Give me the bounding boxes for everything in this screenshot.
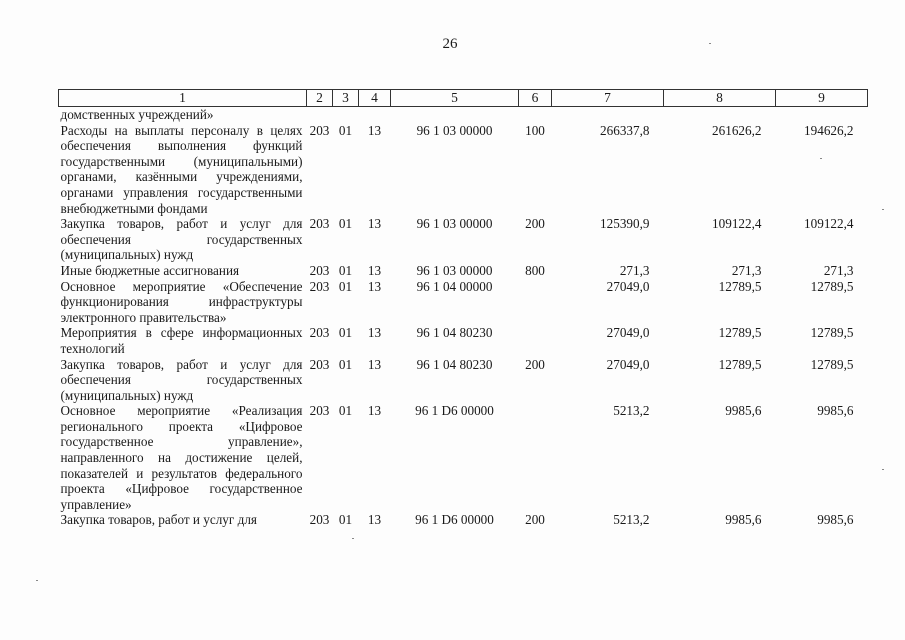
table-row xyxy=(59,357,868,404)
row-col9: 12789,5 xyxy=(810,325,854,341)
row-col2: 203 xyxy=(309,356,330,372)
row-col7 xyxy=(552,107,664,123)
row-col7: 266337,8 xyxy=(600,122,650,138)
row-col3: 01 xyxy=(338,122,353,138)
header-cell-9: 9 xyxy=(776,90,868,107)
row-col8: 109122,4 xyxy=(712,216,762,232)
row-col2: 203 xyxy=(309,278,330,294)
row-col5: 96 1 04 80230 xyxy=(416,325,493,341)
row-name: Закупка товаров, работ и услуг для обеспечения государственных (муниципальных) нужд xyxy=(60,356,303,403)
row-col2: 203 xyxy=(309,325,330,341)
row-name: Закупка товаров, работ и услуг для xyxy=(60,512,257,528)
row-col7: 5213,2 xyxy=(613,403,650,419)
row-col6: 200 xyxy=(525,356,545,372)
table-row xyxy=(59,325,868,356)
row-col2: 203 xyxy=(309,122,330,138)
row-col3 xyxy=(333,107,359,123)
row-col3: 01 xyxy=(338,356,353,372)
row-col9: 12789,5 xyxy=(810,356,854,372)
row-col3: 01 xyxy=(338,262,353,278)
row-col5: 96 1 04 00000 xyxy=(416,278,493,294)
row-col8: 271,3 xyxy=(731,262,762,278)
row-col8: 12789,5 xyxy=(718,278,762,294)
row-col6 xyxy=(519,403,552,512)
header-cell-6: 6 xyxy=(519,90,552,107)
row-col9: 12789,5 xyxy=(810,278,854,294)
table-header-row xyxy=(59,90,868,107)
row-col9: 9985,6 xyxy=(817,403,854,419)
row-col7: 271,3 xyxy=(619,262,650,278)
row-col5: 96 1 D6 00000 xyxy=(415,512,494,528)
row-col4: 13 xyxy=(367,122,382,138)
scan-speck xyxy=(882,209,884,210)
row-col6 xyxy=(519,325,552,356)
table-row xyxy=(59,107,868,123)
row-name: Иные бюджетные ассигнования xyxy=(60,262,240,278)
row-col5: 96 1 03 00000 xyxy=(416,262,493,278)
row-name: Расходы на выплаты персоналу в целях обеспечения выполнения функций государственными (муниципальными) органами, казёнными учреждениями, органами управления государственными внебюджетными фондами xyxy=(60,122,303,216)
row-name: Основное мероприятие «Обеспечение функционирования инфраструктуры электронного правительства» xyxy=(60,278,303,325)
table-row xyxy=(59,123,868,217)
row-col8 xyxy=(664,107,776,123)
header-cell-1: 1 xyxy=(59,90,307,107)
row-col4 xyxy=(359,107,391,123)
row-col5 xyxy=(391,107,519,123)
row-col9: 9985,6 xyxy=(817,512,854,528)
scan-speck xyxy=(709,43,711,44)
row-name: Мероприятия в сфере информационных технологий xyxy=(60,325,303,356)
row-col9: 109122,4 xyxy=(804,216,854,232)
table-row xyxy=(59,216,868,263)
row-col3: 01 xyxy=(338,512,353,528)
table-row xyxy=(59,512,868,528)
row-name: Основное мероприятие «Реализация регионального проекта «Цифровое государственное управление», направленного на достижение целей, показателей и результатов федерального проекта «Цифровое государственное управление» xyxy=(60,403,303,512)
header-cell-8: 8 xyxy=(664,90,776,107)
header-cell-3: 3 xyxy=(333,90,359,107)
header-cell-7: 7 xyxy=(552,90,664,107)
page-number: 26 xyxy=(442,36,458,52)
scan-speck xyxy=(820,158,822,159)
row-name: домственных учреждений» xyxy=(60,107,214,122)
row-col6: 200 xyxy=(525,216,545,232)
row-col8: 12789,5 xyxy=(718,356,762,372)
row-col2: 203 xyxy=(309,512,330,528)
header-cell-5: 5 xyxy=(391,90,519,107)
table-row xyxy=(59,263,868,279)
row-col9 xyxy=(776,107,868,123)
row-col4: 13 xyxy=(367,356,382,372)
row-col3: 01 xyxy=(338,216,353,232)
budget-table xyxy=(58,89,868,528)
row-col7: 125390,9 xyxy=(600,216,650,232)
row-col6: 200 xyxy=(525,512,545,528)
row-col7: 27049,0 xyxy=(606,325,650,341)
row-col6: 800 xyxy=(525,262,545,278)
row-col5: 96 1 D6 00000 xyxy=(415,403,494,419)
row-col2: 203 xyxy=(309,262,330,278)
header-cell-4: 4 xyxy=(359,90,391,107)
row-col4: 13 xyxy=(367,325,382,341)
row-col6 xyxy=(519,107,552,123)
row-col8: 12789,5 xyxy=(718,325,762,341)
row-col4: 13 xyxy=(367,403,382,419)
row-col7: 27049,0 xyxy=(606,356,650,372)
scan-speck xyxy=(352,538,354,539)
row-col3: 01 xyxy=(338,325,353,341)
row-col5: 96 1 03 00000 xyxy=(416,216,493,232)
header-cell-2: 2 xyxy=(307,90,333,107)
scan-speck xyxy=(36,580,38,581)
row-col8: 261626,2 xyxy=(712,122,762,138)
row-col4: 13 xyxy=(367,262,382,278)
row-col9: 271,3 xyxy=(823,262,854,278)
row-col5: 96 1 04 80230 xyxy=(416,356,493,372)
row-col9: 194626,2 xyxy=(804,122,854,138)
row-col5: 96 1 03 00000 xyxy=(416,122,493,138)
row-col3: 01 xyxy=(338,278,353,294)
row-col8: 9985,6 xyxy=(725,512,762,528)
row-name: Закупка товаров, работ и услуг для обеспечения государственных (муниципальных) нужд xyxy=(60,216,303,263)
row-col2: 203 xyxy=(309,403,330,419)
scan-speck xyxy=(882,469,884,470)
row-col4: 13 xyxy=(367,216,382,232)
row-col4: 13 xyxy=(367,512,382,528)
row-col4: 13 xyxy=(367,278,382,294)
table-row xyxy=(59,279,868,326)
row-col7: 27049,0 xyxy=(606,278,650,294)
row-col6 xyxy=(519,279,552,326)
row-col2: 203 xyxy=(309,216,330,232)
row-col8: 9985,6 xyxy=(725,403,762,419)
table-row xyxy=(59,403,868,512)
row-col2 xyxy=(307,107,333,123)
row-col7: 5213,2 xyxy=(613,512,650,528)
row-col6: 100 xyxy=(525,122,545,138)
row-col3: 01 xyxy=(338,403,353,419)
